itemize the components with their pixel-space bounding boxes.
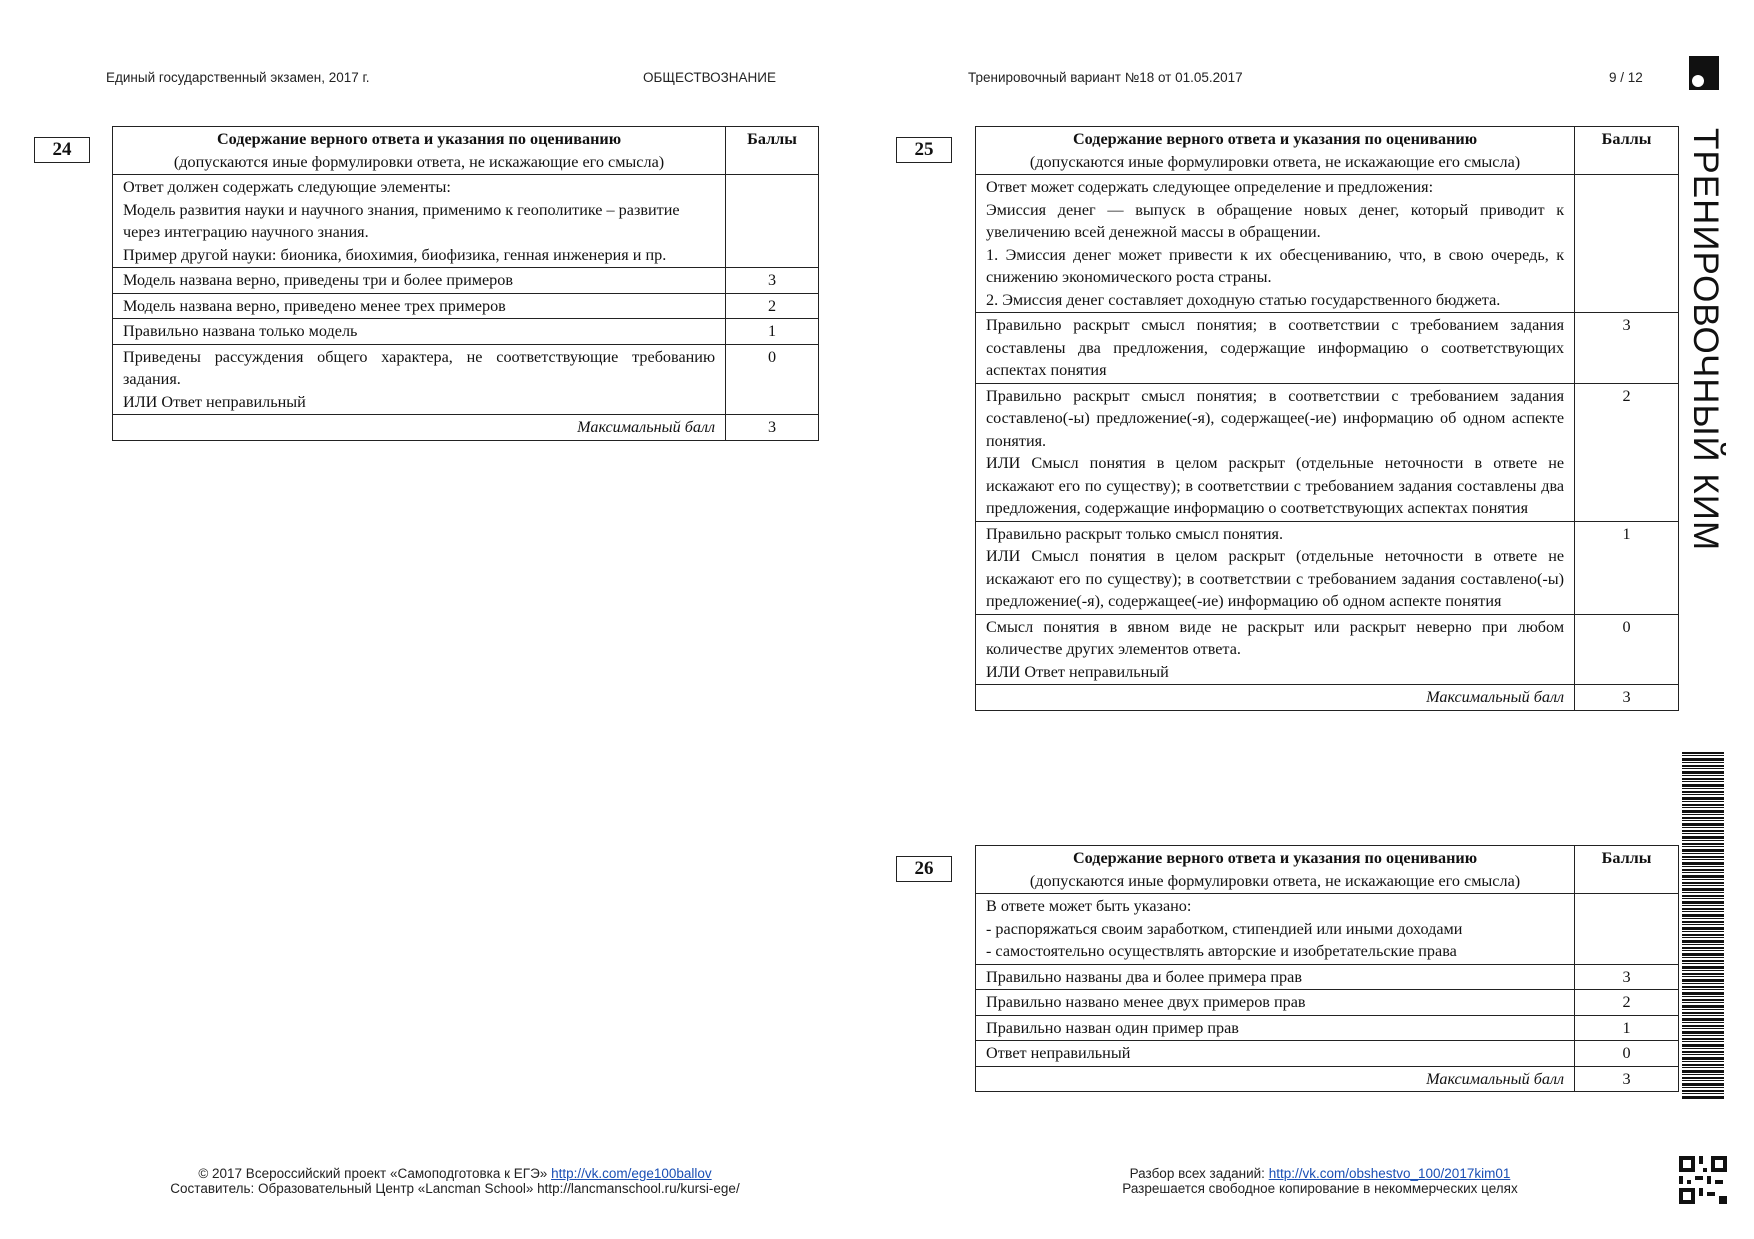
criterion-score: 2: [1575, 990, 1679, 1016]
table-row: [113, 344, 819, 415]
max-score-label: Максимальный балл: [113, 415, 726, 441]
answer-content-row: [113, 175, 819, 268]
task-number-26: 26: [896, 856, 952, 882]
criterion-score: 1: [1575, 1015, 1679, 1041]
criterion-score: 2: [726, 293, 819, 319]
criterion-score: 3: [1575, 313, 1679, 384]
table-header-row: [113, 127, 819, 175]
corner-marker-icon: [1689, 56, 1719, 90]
table-row: [976, 383, 1679, 521]
author-text: Составитель: Образовательный Центр «Lancman School» http://lancmanschool.ru/kursi-ege/: [170, 1181, 740, 1196]
criterion-score: 1: [726, 319, 819, 345]
variant-title: Тренировочный вариант №18 от 01.05.2017: [968, 70, 1243, 85]
criterion-text: Модель названа верно, приведено менее трех примеров: [113, 293, 726, 319]
table-row: [976, 1041, 1679, 1067]
copyright-link[interactable]: http://vk.com/ege100ballov: [551, 1166, 712, 1181]
table-row: [976, 521, 1679, 614]
max-score-value: 3: [1575, 1066, 1679, 1092]
criterion-score: 0: [1575, 1041, 1679, 1067]
criterion-score: 2: [1575, 383, 1679, 521]
criterion-text: Смысл понятия в явном виде не раскрыт или раскрыт неверно при любом количестве других элементов ответа. ИЛИ Ответ неправильный: [976, 614, 1575, 685]
criterion-text: Правильно названа только модель: [113, 319, 726, 345]
criterion-text: Модель названа верно, приведены три и более примеров: [113, 268, 726, 294]
answer-content-row: [976, 175, 1679, 313]
criteria-header: Содержание верного ответа и указания по оцениванию (допускаются иные формулировки ответа, не искажающие его смысла): [976, 127, 1575, 175]
task-25-table: [975, 126, 1679, 711]
table-header-row: [976, 127, 1679, 175]
table-row: [976, 1015, 1679, 1041]
criterion-text: Правильно назван один пример прав: [976, 1015, 1575, 1041]
table-row: [113, 319, 819, 345]
analysis-link[interactable]: http://vk.com/obshestvo_100/2017kim01: [1268, 1166, 1511, 1181]
score-header: Баллы: [1575, 846, 1679, 894]
subject-title: ОБЩЕСТВОЗНАНИЕ: [643, 70, 776, 85]
max-score-row: [976, 1066, 1679, 1092]
task-26-table: [975, 845, 1679, 1092]
criterion-text: Правильно названы два и более примера прав: [976, 964, 1575, 990]
criterion-text: Правильно раскрыт смысл понятия; в соответствии с требованием задания составлено(-ы) предложение(-я), содержащее(-ие) информацию об одном аспекте понятия. ИЛИ Смысл понятия в целом раскрыт (отдельные неточности в ответе не искажают его по существу); в соответствии с требованием задания составлены два предложения, содержащие информацию о соответствующих аспектах понятия: [976, 383, 1575, 521]
criterion-score: 0: [1575, 614, 1679, 685]
footer-left: [110, 1166, 800, 1196]
criteria-header: Содержание верного ответа и указания по оцениванию (допускаются иные формулировки ответа, не искажающие его смысла): [113, 127, 726, 175]
table-row: [113, 293, 819, 319]
answer-content: Ответ должен содержать следующие элементы: Модель развития науки и научного знания, применимо к геополитике – развитие через интеграцию научного знания. Пример другой науки: бионика, биохимия, биофизика, генная инженерия и пр.: [113, 175, 726, 268]
table-header-row: [976, 846, 1679, 894]
score-header: Баллы: [726, 127, 819, 175]
criterion-text: Приведены рассуждения общего характера, не соответствующие требованию задания. ИЛИ Ответ неправильный: [113, 344, 726, 415]
side-title: ТРЕНИРОВОЧНЫЙ КИМ: [1686, 128, 1725, 552]
criterion-score: 0: [726, 344, 819, 415]
max-score-row: [113, 415, 819, 441]
score-header: Баллы: [1575, 127, 1679, 175]
task-number-24: 24: [34, 137, 90, 163]
exam-title: Единый государственный экзамен, 2017 г.: [106, 70, 370, 85]
criterion-score: 3: [1575, 964, 1679, 990]
max-score-row: [976, 685, 1679, 711]
license-text: Разрешается свободное копирование в некоммерческих целях: [1122, 1181, 1518, 1196]
task-number-25: 25: [896, 137, 952, 163]
answer-content: В ответе может быть указано: - распоряжаться своим заработком, стипендией или иными доходами - самостоятельно осуществлять авторские и изобретательские права: [976, 894, 1575, 965]
footer-right: [1010, 1166, 1630, 1196]
qr-code-icon: [1679, 1156, 1727, 1204]
analysis-text: Разбор всех заданий:: [1129, 1166, 1265, 1181]
criterion-text: Правильно раскрыт только смысл понятия. ИЛИ Смысл понятия в целом раскрыт (отдельные неточности в ответе не искажают его по существу); в соответствии с требованием задания составлено(-ы) предложение(-я), содержащее(-ие) информацию об одном аспекте понятия: [976, 521, 1575, 614]
table-row: [976, 313, 1679, 384]
table-row: [976, 614, 1679, 685]
criterion-text: Ответ неправильный: [976, 1041, 1575, 1067]
answer-content-row: [976, 894, 1679, 965]
criterion-score: 1: [1575, 521, 1679, 614]
table-row: [976, 964, 1679, 990]
copyright-text: © 2017 Всероссийский проект «Самоподготовка к ЕГЭ»: [198, 1166, 548, 1181]
criterion-score: 3: [726, 268, 819, 294]
max-score-label: Максимальный балл: [976, 1066, 1575, 1092]
criteria-header: Содержание верного ответа и указания по оцениванию (допускаются иные формулировки ответа, не искажающие его смысла): [976, 846, 1575, 894]
max-score-value: 3: [726, 415, 819, 441]
table-row: [113, 268, 819, 294]
table-row: [976, 990, 1679, 1016]
max-score-label: Максимальный балл: [976, 685, 1575, 711]
answer-content: Ответ может содержать следующее определение и предложения: Эмиссия денег — выпуск в обращение новых денег, который приводит к увеличению всей денежной массы в обращении. 1. Эмиссия денег может привести к их обесцениванию, что, в свою очередь, к снижению экономического роста страны. 2. Эмиссия денег составляет доходную статью государственного бюджета.: [976, 175, 1575, 313]
criterion-text: Правильно раскрыт смысл понятия; в соответствии с требованием задания составлены два предложения, содержащие информацию о соответствующих аспектах понятия: [976, 313, 1575, 384]
page-number: 9 / 12: [1609, 70, 1643, 85]
barcode-icon: [1682, 752, 1724, 1100]
criterion-text: Правильно названо менее двух примеров прав: [976, 990, 1575, 1016]
max-score-value: 3: [1575, 685, 1679, 711]
task-24-table: [112, 126, 819, 441]
